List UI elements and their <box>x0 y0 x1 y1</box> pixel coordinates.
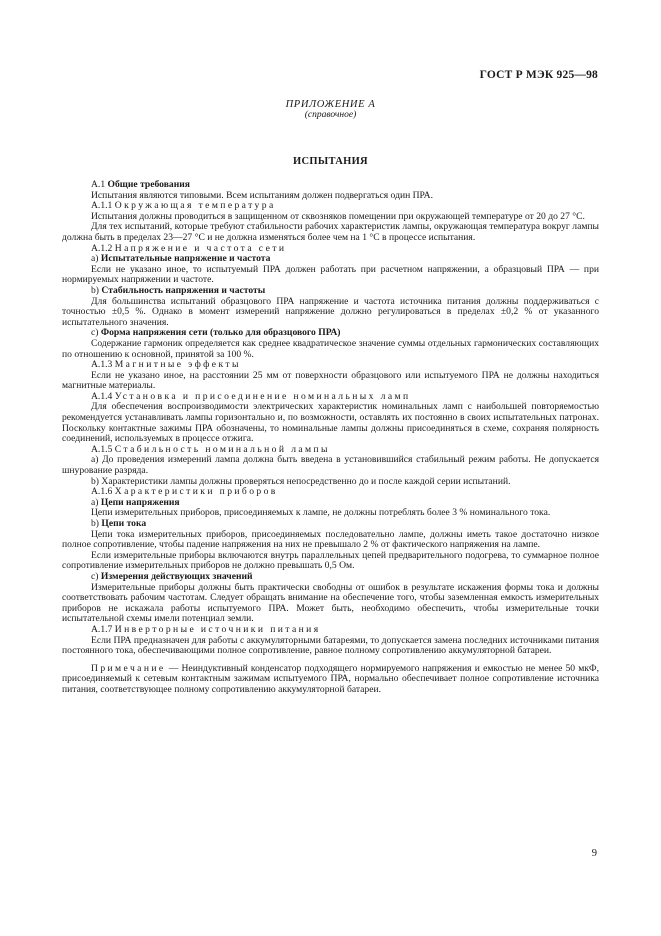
section-title: ИСПЫТАНИЯ <box>293 156 368 167</box>
paragraph: Если измерительные приборы включаются внутрь параллельных цепей предварительного подогрева, то суммарное полное сопротивление измерительных приборов не должно превышать 0,5 Ом. <box>62 549 599 572</box>
paragraph: Для обеспечения воспроизводимости электрических характеристик номинальных ламп с наибольшей повторяемостью рекомендуется устанавливать лампы горизонтально и, по возможности, оставлять их постоянно в своих испытательных патронах. Поскольку контактные зажимы ПРА обозначены, то номинальные лампы должны присоединяться в схеме, сохраняя полярность соединений, используемых в процессе отжига. <box>62 401 599 445</box>
note-text: — Неиндуктивный конденсатор подходящего нормируемого напряжения и емкостью не менее 50 мкФ, присоединяемый к сетевым контактным зажимам испытуемого ПРА, нормально обеспечивает полное сопротивление источника питания, соответствующее полному сопротивлению аккумуляторной батареи. <box>62 662 599 695</box>
paragraph: Для тех испытаний, которые требуют стабильности рабочих характеристик лампы, окружающая температура вокруг лампы должна быть в пределах 23—27 °С и не должна изменяться более чем на 1 °С в процессе испытания. <box>62 221 599 243</box>
item-letter: b) <box>91 284 99 296</box>
paragraph: Цепи измерительных приборов, присоединяемых к лампе, не должны потреблять более 3 % номинального тока. <box>91 507 551 519</box>
paragraph: Испытания должны проводиться в защищенном от сквозняков помещении при окружающей температуре от 20 до 27 °С. <box>91 210 585 222</box>
paragraph: Испытания являются типовыми. Всем испытаниям должен подвергаться один ПРА. <box>91 189 433 201</box>
clause-title: Напряжение и частота сети <box>114 242 287 254</box>
clause-number: А.1.2 <box>91 242 113 254</box>
item-title: Цепи напряжения <box>100 496 180 508</box>
clause-title: Окружающая температура <box>114 200 276 212</box>
clause-number: А.1.6 <box>91 486 113 498</box>
clause-title: Инверторные источники питания <box>114 623 321 635</box>
clause-number: А.1 <box>91 179 106 190</box>
clause-number: А.1.3 <box>91 359 113 371</box>
item-title: Испытательные напряжение и частота <box>100 253 271 265</box>
standard-header: ГОСТ Р МЭК 925—98 <box>479 69 598 81</box>
appendix-subtitle: (справочное) <box>304 110 357 120</box>
item-title: Измерения действующих значений <box>100 570 253 582</box>
clause-number: А.1.1 <box>91 200 113 212</box>
heading-a17 <box>62 625 599 636</box>
clause-number: А.1.4 <box>91 390 113 402</box>
clause-title: Общие требования <box>107 179 190 190</box>
item-title: Стабильность напряжения и частоты <box>101 284 266 296</box>
clause-title: Установка и присоединение номинальных ламп <box>114 390 411 402</box>
item-letter: с) <box>91 570 99 582</box>
subheading-a16c <box>62 572 599 583</box>
item-title: Форма напряжения сети (только для образцового ПРА) <box>100 327 341 339</box>
clause-number: А.1.7 <box>91 623 113 635</box>
paragraph: Для большинства испытаний образцового ПРА напряжение и частота источника питания должны поддерживаться с точностью ±0,5 %. Однако в момент измерений напряжение должно регулироваться в пределах ±0,2 % от указанного испытательного значения. <box>62 295 599 328</box>
paragraph: b) Характеристики лампы должны проверяться непосредственно до и после каждой серии испытаний. <box>91 475 511 487</box>
item-letter: а) <box>91 496 99 508</box>
paragraph: Если не указано иное, на расстоянии 25 мм от поверхности образцового или испытуемого ПРА не должны находиться магнитные материалы. <box>62 369 599 392</box>
item-title: Цепи тока <box>101 518 147 529</box>
appendix-title: ПРИЛОЖЕНИЕ А <box>285 99 376 110</box>
subheading-a12b <box>62 286 599 297</box>
note <box>62 664 599 696</box>
clause-title: Стабильность номинальной лампы <box>114 443 330 455</box>
paragraph: Цепи тока измерительных приборов, присоединяемых последовательно лампе, должны иметь такое достаточно низкое полное сопротивление, чтобы падение напряжения на них не превышало 2 % от фактического напряжения на лампе. <box>62 528 599 551</box>
clause-title: Характеристики приборов <box>114 486 278 498</box>
heading-a1 <box>62 180 599 191</box>
clause-number: А.1.5 <box>91 443 113 455</box>
paragraph: Измерительные приборы должны быть практически свободны от ошибок в результате искажения формы тока и должны соответствовать рабочим частотам. Следует обращать внимание на обеспечение того, чтобы заземленная емкость измерительных приборов не искажала работы испытуемого ПРА. Может быть, необходимо обеспечить, чтобы измерительные точки испытательной схемы имели потенциал земли. <box>62 581 599 625</box>
subheading-a16b <box>62 519 599 530</box>
page-number: 9 <box>591 848 597 859</box>
paragraph: Если ПРА предназначен для работы с аккумуляторными батареями, то допускается замена последних источниками питания постоянного тока, обеспечивающими полное сопротивление, равное полному сопротивлению аккумуляторной батареи. <box>62 634 599 657</box>
paragraph: а) До проведения измерений лампа должна быть введена в установившийся стабильный режим работы. Не допускается шнурование разряда. <box>62 454 599 477</box>
paragraph: Если не указано иное, то испытуемый ПРА должен работать при расчетном напряжении, а образцовый ПРА — при нормируемых напряжении и частоте. <box>62 263 599 286</box>
item-letter: b) <box>91 518 99 529</box>
item-letter: а) <box>91 253 99 265</box>
clause-title: Магнитные эффекты <box>114 359 241 371</box>
paragraph: Содержание гармоник определяется как среднее квадратическое значение суммы отдельных гармонических составляющих по отношению к основной, принятой за 100 %. <box>62 337 599 360</box>
note-label: Примечание <box>91 662 166 674</box>
item-letter: с) <box>91 327 99 339</box>
document-body <box>62 180 599 696</box>
